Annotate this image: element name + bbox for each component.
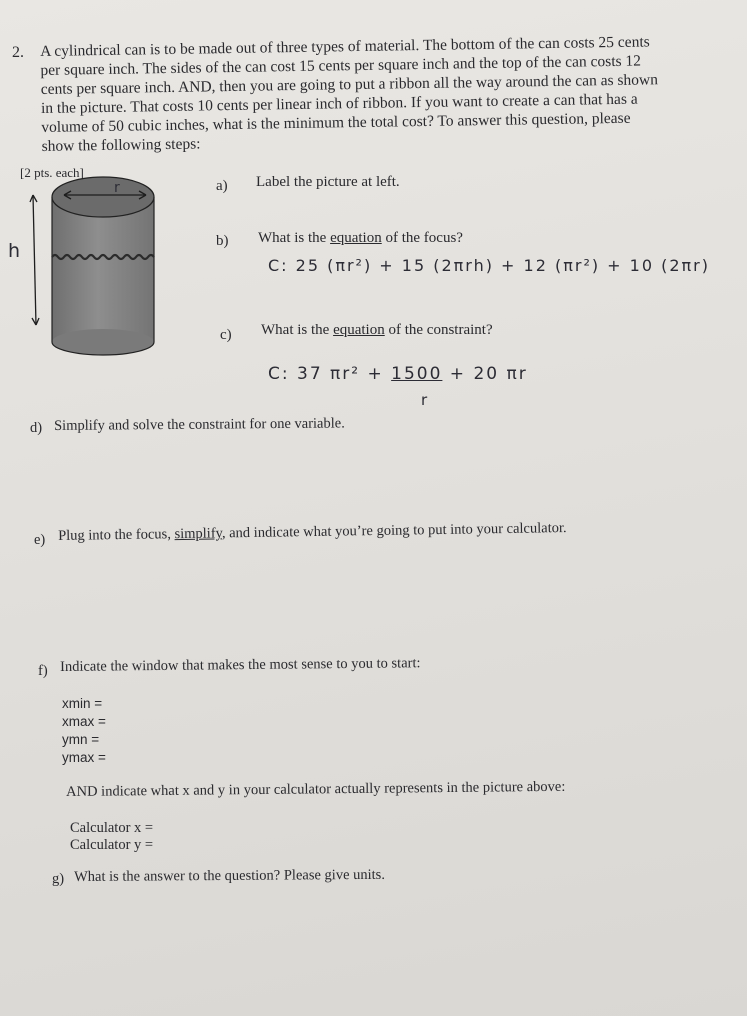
- part-g-text: What is the answer to the question? Please give units.: [74, 866, 385, 885]
- height-arrow: [33, 195, 36, 325]
- part-d-text: Simplify and solve the constraint for one variable.: [54, 415, 345, 434]
- part-c-question: [261, 322, 493, 339]
- cylinder-figure: [0, 175, 175, 360]
- part-e-letter: e): [34, 532, 46, 548]
- part-e-text-after: , and indicate what you’re going to put into your calculator.: [221, 520, 567, 542]
- problem-line: volume of 50 cubic inches, what is the minimum the total cost? To answer this question, please: [41, 109, 631, 136]
- problem-line: in the picture. That costs 10 cents per linear inch of ribbon. If you want to create a can that has a: [40, 90, 638, 117]
- part-b-text-before: What is the: [258, 230, 331, 246]
- part-c-letter: c): [220, 327, 232, 343]
- part-f-and-text: AND indicate what x and y in your calculator actually represents in the picture above:: [66, 778, 566, 800]
- part-g-letter: g): [52, 871, 65, 887]
- window-ymin: ymn =: [62, 732, 100, 747]
- points-note: [2 pts. each]: [20, 165, 84, 180]
- window-ymax: ymax =: [62, 750, 106, 765]
- window-xmin: xmin =: [62, 696, 103, 711]
- part-a-text: Label the picture at left.: [256, 174, 400, 190]
- part-e-text: [58, 520, 567, 545]
- problem-number: 2.: [12, 44, 24, 61]
- part-c-answer-prefix: C: 37 πr² +: [268, 364, 392, 384]
- part-f-text: Indicate the window that makes the most sense to you to start:: [60, 655, 421, 675]
- problem-line: per square inch. The sides of the can cost 15 cents per square inch and the top of the can costs 12: [40, 52, 642, 79]
- calculator-x: Calculator x =: [70, 820, 154, 836]
- part-b-underlined: equation: [330, 230, 382, 246]
- part-f-letter: f): [38, 663, 48, 679]
- part-c-text-after: of the constraint?: [384, 322, 493, 338]
- part-d-letter: d): [30, 420, 43, 436]
- part-e-text-before: Plug into the focus,: [58, 526, 175, 544]
- part-b-letter: b): [216, 233, 229, 249]
- cylinder-body: [52, 197, 154, 342]
- part-c-underlined: equation: [333, 322, 385, 338]
- problem-line: show the following steps:: [41, 135, 201, 155]
- problem-line: cents per square inch. AND, then you are going to put a ribbon all the way around the can as shown: [40, 71, 659, 98]
- window-settings: [62, 695, 106, 767]
- part-c-answer-numerator: 1500: [391, 364, 443, 384]
- radius-label: r: [114, 180, 122, 196]
- problem-text: [40, 32, 682, 156]
- part-b-answer: C: 25 (πr²) + 15 (2πrh) + 12 (πr²) + 10 (2πr): [268, 256, 710, 275]
- part-c-answer-suffix: + 20 πr: [442, 364, 528, 384]
- part-c-text-before: What is the: [261, 322, 334, 338]
- calculator-y: Calculator y =: [70, 837, 154, 853]
- height-label: h: [8, 240, 23, 262]
- part-a-letter: a): [216, 178, 228, 194]
- window-xmax: xmax =: [62, 714, 106, 729]
- part-c-answer-denominator: r: [421, 391, 430, 409]
- part-e-underlined: simplify: [174, 525, 223, 543]
- problem-line: A cylindrical can is to be made out of three types of material. The bottom of the can costs 25 cents: [40, 33, 650, 60]
- part-c-answer: [268, 364, 528, 384]
- part-b-text-after: of the focus?: [381, 230, 463, 246]
- part-b-question: [258, 230, 463, 247]
